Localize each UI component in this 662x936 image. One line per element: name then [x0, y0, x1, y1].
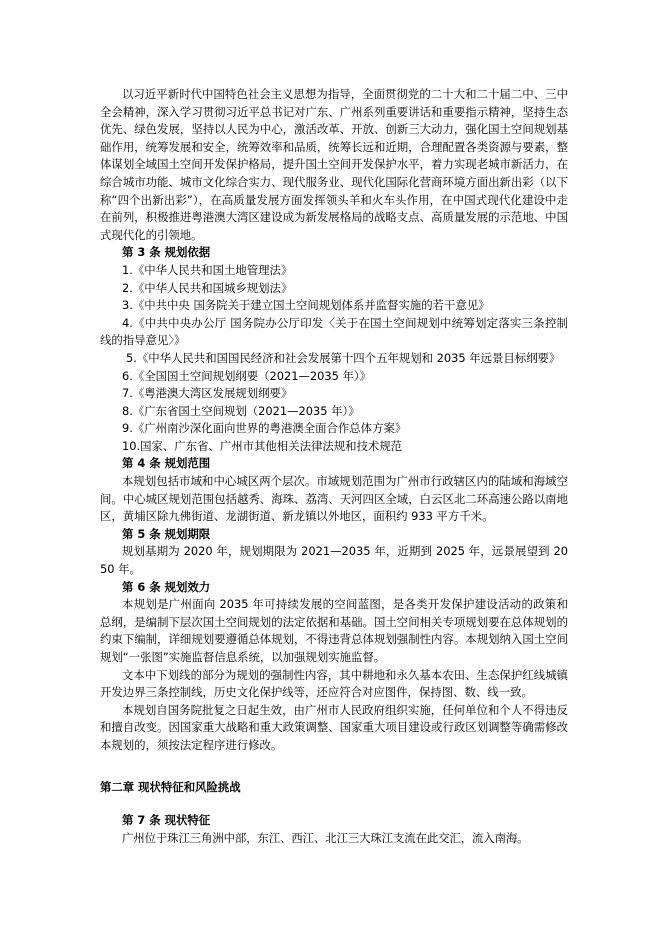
basis-item: 10.国家、广东省、广州市其他相关法律法规和技术规范: [122, 438, 403, 453]
article-6-paragraph-2: 文本中下划线的部分为规划的强制性内容，其中耕地和永久基本农田、生态保护红线城镇开发边界三条控制线，历史文化保护线等，还应符合对应图件，保持图、数、线一致。: [100, 667, 568, 700]
intro-paragraph: 以习近平新时代中国特色社会主义思想为指导，全面贯彻党的二十大和二十届二中、三中全会精神，深入学习贯彻习近平总书记对广东、广州系列重要讲话和重要指示精神，坚持生态优先、绿色发展，坚持以人民为中心，激活改革、开放、创新三大动力，强化国土空间规划基础作用，统筹发展和安全，统筹效率和品质，统筹长远和近期，合理配置各类资源与要素，整体谋划全域国土空间开发保护格局，提升国土空间开发保护水平，着力实现老城市新活力，在综合城市功能、城市文化综合实力、现代服务业、现代化国际化营商环境方面出新出彩（以下称“四个出新出彩”），在高质量发展方面发挥领头羊和火车头作用，在中国式现代化建设中走在前列，积极推进粤港澳大湾区建设成为新发展格局的战略支点、高质量发展的示范地、中国式现代化的引领地。: [100, 87, 568, 242]
basis-item: 7.《粤港澳大湾区发展规划纲要》: [122, 386, 293, 401]
article-7-heading: 第 7 条 现状特征: [122, 813, 211, 828]
article-6-paragraph-1: 本规划是广州面向 2035 年可持续发展的空间蓝图，是各类开发保护建设活动的政策和总纲，是编制下层次国土空间规划的法定依据和基础。国土空间相关专项规划要在总体规划的约束下编制，详细规划要遵循总体规划，不得违背总体规划强制性内容。本规划纳入国土空间规划“一张图”实施监督信息系统，以加强规划实施监督。: [100, 597, 568, 664]
chapter-2-heading: 第二章 现状特征和风险挑战: [100, 779, 241, 794]
basis-item: 3.《中共中央 国务院关于建立国土空间规划体系并监督实施的若干意见》: [122, 298, 490, 313]
article-4-text: 本规划包括市域和中心城区两个层次。市域规划范围为广州市行政辖区内的陆域和海域空间。中心城区规划范围包括越秀、海珠、荔湾、天河四区全域，白云区北二环高速公路以南地区，黄埔区除九佛街道、龙湖街道、新龙镇以外地区，面积约 933 平方千米。: [100, 474, 568, 524]
article-5-text: 规划基期为 2020 年，规划期限为 2021—2035 年，近期到 2025 年，远景展望到 2050 年。: [100, 544, 568, 577]
article-4-heading: 第 4 条 规划范围: [122, 456, 211, 471]
basis-item: 1.《中华人民共和国土地管理法》: [122, 262, 293, 277]
document-page: [100, 86, 568, 847]
article-6-heading: 第 6 条 规划效力: [122, 579, 211, 594]
article-6-paragraph-3: 本规划自国务院批复之日起生效，由广州市人民政府组织实施，任何单位和个人不得违反和擅自改变。因国家重大战略和重大政策调整、国家重大项目建设或行政区划调整等确需修改本规划的，须按法定程序进行修改。: [100, 702, 568, 752]
article-5-heading: 第 5 条 规划期限: [122, 526, 211, 541]
basis-item: 4.《中共中央办公厅 国务院办公厅印发〈关于在国土空间规划中统筹划定落实三条控制线的指导意见〉》: [100, 315, 568, 348]
basis-item: 9.《广州南沙深化面向世界的粤港澳全面合作总体方案》: [122, 421, 407, 436]
basis-item: 2.《中华人民共和国城乡规划法》: [122, 280, 293, 295]
basis-item: 8.《广东省国土空间规划（2021—2035 年）》: [122, 403, 360, 418]
article-7-text: 广州位于珠江三角洲中部，东江、西江、北江三大珠江支流在此交汇，流入南海。: [122, 830, 529, 845]
basis-item: 6.《全国国土空间规划纲要（2021—2035 年）》: [122, 368, 372, 383]
article-3-heading: 第 3 条 规划依据: [122, 245, 211, 260]
basis-item: 5.《中华人民共和国国民经济和社会发展第十四个五年规划和 2035 年远景目标纲要》: [126, 350, 561, 365]
